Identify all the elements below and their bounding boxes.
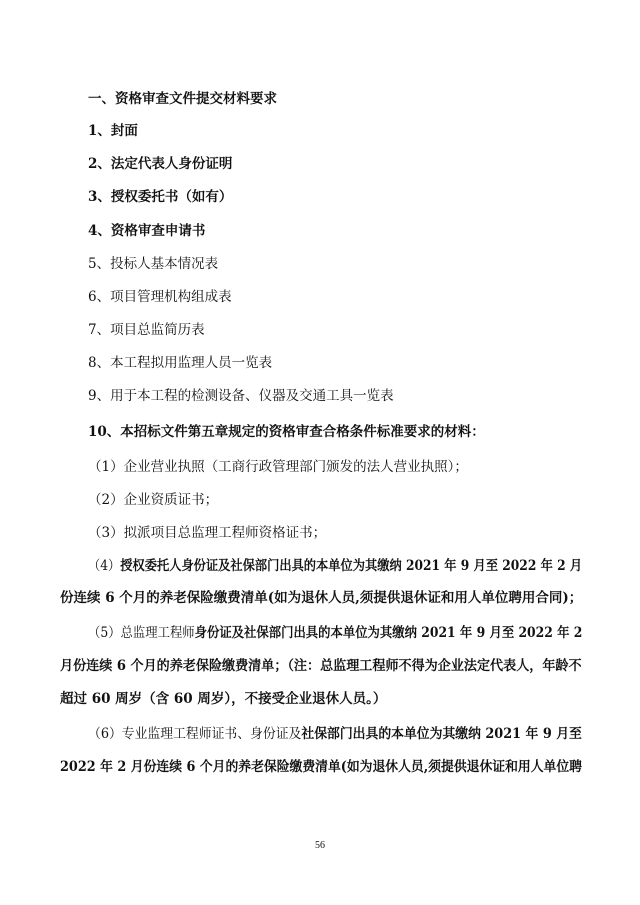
list-item-bidder-info: 5、投标人基本情况表 [88, 256, 219, 272]
sub-item-business-license: （1）企业营业执照（工商行政管理部门颁发的法人营业执照）； [88, 459, 468, 475]
sub-item-qualification-cert: （2）企业资质证书； [88, 492, 219, 508]
paragraph-5-line-2: 月份连续 6 个月的养老保险缴费清单；（注：总监理工程师不得为企业法定代表人，年龄不 [60, 658, 582, 674]
paragraph-4-text-1: 授权委托人身份证及社保部门出具的本单位为其缴纳 2021 年 9 月至 2022 年 2 月 [120, 558, 583, 574]
paragraph-5-line-1 [88, 624, 582, 642]
paragraph-5-text-1: 身份证及社保部门出具的本单位为其缴纳 2021 年 9 月至 2022 年 2 [194, 625, 583, 641]
paragraph-6-prefix: （6）专业监理工程师证书、身份证及 [88, 726, 302, 742]
list-item-supervisors: 8、本工程拟用监理人员一览表 [88, 355, 273, 371]
list-item-cover: 1、封面 [88, 123, 138, 139]
list-item-qualification-materials: 10、本招标文件第五章规定的资格审查合格条件标准要求的材料： [88, 424, 485, 440]
page-number: 56 [315, 840, 325, 851]
paragraph-5-prefix: （5）总监理工程师 [88, 625, 195, 641]
paragraph-4-prefix: （4） [88, 558, 121, 574]
list-item-legal-rep-id: 2、法定代表人身份证明 [88, 156, 233, 172]
sub-item-director-cert: （3）拟派项目总监理工程师资格证书； [88, 525, 327, 541]
paragraph-4-line-2: 份连续 6 个月的养老保险缴费清单(如为退休人员,须提供退休证和用人单位聘用合同)； [60, 590, 583, 606]
paragraph-4-line-1 [88, 557, 582, 575]
list-item-application: 4、资格审查申请书 [88, 223, 206, 239]
list-item-equipment: 9、用于本工程的检测设备、仪器及交通工具一览表 [88, 388, 394, 404]
list-item-director-resume: 7、项目总监简历表 [88, 322, 205, 338]
paragraph-6-text-1: 社保部门出具的本单位为其缴纳 2021 年 9 月至 [301, 726, 582, 742]
paragraph-6-line-1 [88, 725, 582, 743]
paragraph-5-line-3: 超过 60 周岁（含 60 周岁），不接受企业退休人员。） [60, 691, 387, 707]
list-item-project-org: 6、项目管理机构组成表 [88, 289, 232, 305]
section-heading: 一、资格审查文件提交材料要求 [88, 91, 277, 107]
paragraph-6-line-2: 2022 年 2 月份连续 6 个月的养老保险缴费清单(如为退休人员,须提供退休证和用人单位聘 [60, 759, 582, 775]
list-item-power-of-attorney: 3、授权委托书（如有） [88, 189, 233, 205]
